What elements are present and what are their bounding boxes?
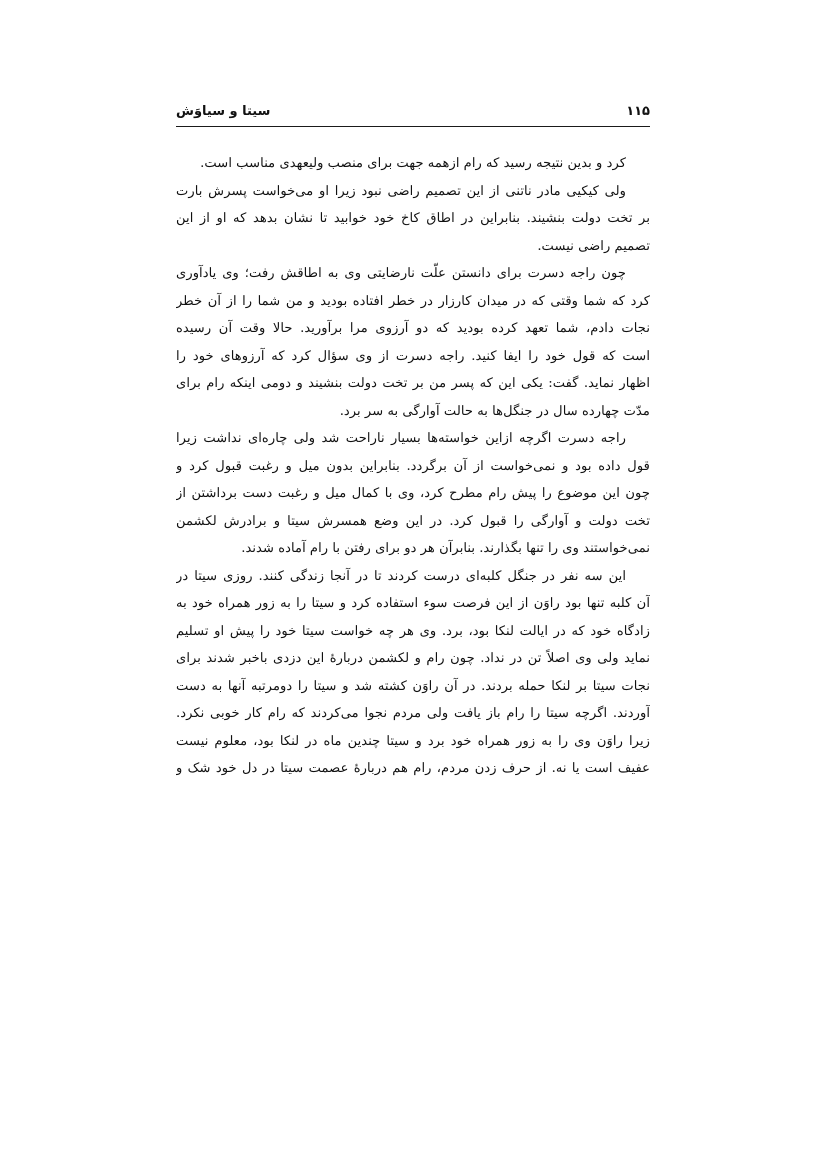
page-number: ۱۱۵ — [626, 104, 650, 119]
text-line: نجات دادم، شما تعهد کرده بودید که دو آرزوی مرا برآورید. حالا وقت آن رسیده — [176, 321, 650, 336]
text-line: آوردند. اگرچه سیتا را رام باز یافت ولی مردم نجوا می‌کردند که رام کار خوبی نکرد. — [176, 706, 650, 721]
text-line: اظهار نماید. گفت: یکی این که پسر من بر تخت دولت بنشیند و دومی اینکه رام برای — [176, 376, 650, 391]
text-line: نجات سیتا بر لنکا حمله بردند. در آن راوَن کشته شد و سیتا را دومرتبه آنها به دست — [176, 678, 650, 694]
text-line: راجه دسرت اگرچه ازاین خواسته‌ها بسیار ناراحت شد ولی چاره‌ای نداشت زیرا — [176, 431, 626, 446]
text-line: زیرا راوَن وی را به زور همراه خود برد و سیتا چندین ماه در لنکا بود، معلوم نیست — [176, 733, 650, 749]
text-line: چون این موضوع را پیش رام مطرح کرد، وی با کمال میل و رغبت دست برداشتن از — [176, 486, 650, 501]
text-line: نماید ولی وی اصلاً تن در نداد. چون رام و لکشمن دربارهٔ این دزدی باخبر شدند برای — [176, 651, 650, 666]
text-line: است که قول خود را ایفا کنید. راجه دسرت از وی سؤال کرد که آرزوهای خود را — [176, 348, 650, 364]
text-line: نمی‌خواستند وی را تنها بگذارند. بنابرآن هر دو برای رفتن با رام آماده شدند. — [241, 541, 650, 556]
body-text — [176, 150, 650, 783]
text-line: ولی کیکیی مادر ناتنی از این تصمیم راضی نبود زیرا او می‌خواست پسرش بارت — [176, 183, 626, 199]
text-line: تخت دولت و آوارگی را قبول کرد. در این وضع همسرش سیتا و برادرش لکشمن — [176, 513, 650, 529]
text-line: تصمیم راضی نیست. — [537, 238, 650, 254]
text-line: مدّت چهارده سال در جنگل‌ها به حالت آوارگی به سر برد. — [339, 403, 650, 419]
text-line: کرد و بدین نتیجه رسید که رام ازهمه جهت برای منصب ولیعهدی مناسب است. — [200, 156, 626, 171]
text-line: چون راجه دسرت برای دانستن علّت نارضایتی وی به اطاقش رفت؛ وی یادآوری — [176, 266, 626, 281]
text-line: آن کلبه تنها بود راوَن از این فرصت سوء استفاده کرد و سیتا را به زور همراه خود به — [176, 596, 650, 611]
text-line: کرد که شما وقتی که در میدان کارزار در خطر افتاده بودید و من شما را از آن خطر — [176, 293, 650, 309]
text-line: زادگاه خود که در ایالت لنکا بود، برد. وی هر چه خواست سیتا خود را پیش او تسلیم — [176, 623, 650, 639]
text-line: این سه نفر در جنگل کلبه‌ای درست کردند تا در آنجا زندگی کنند. روزی سیتا در — [176, 568, 626, 584]
text-line: قول داده بود و نمی‌خواست از آن برگردد. بنابراین بدون میل و رغبت قبول کرد و — [176, 458, 650, 474]
running-title: سیتا و سیاوَش — [176, 104, 271, 119]
text-line: عفیف است یا نه. از حرف زدن مردم، رام هم دربارهٔ عصمت سیتا در دل خود شک و — [176, 761, 650, 776]
page-header — [176, 96, 650, 127]
text-line: بر تخت دولت بنشیند. بنابراین در اطاق کاخ خود خوابید تا نشان بدهد که او از این — [176, 211, 650, 226]
